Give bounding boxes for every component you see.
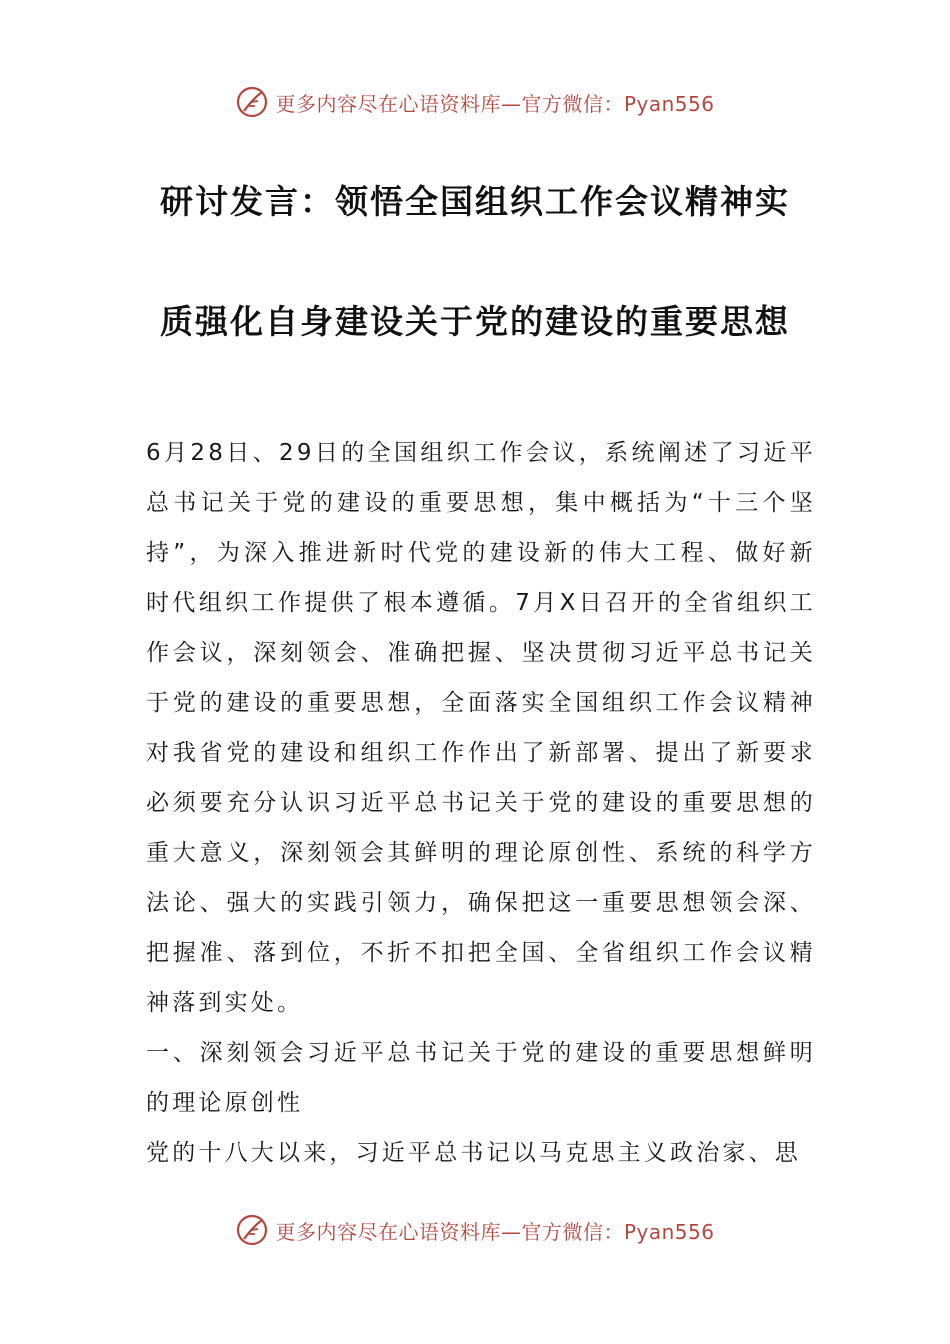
document-body <box>146 428 816 1178</box>
watermark-text: 更多内容尽在心语资料库—官方微信：Pyan556 <box>275 91 715 116</box>
header-watermark <box>0 82 950 122</box>
paragraph-intro: 6月28日、29日的全国组织工作会议，系统阐述了习近平总书记关于党的建设的重要思想，集中概括为“十三个坚持”，为深入推进新时代党的建设新的伟大工程、做好新时代组织工作提供了根本遵循。7月X日召开的全省组织工作会议，深刻领会、准确把握、坚决贯彻习近平总书记关于党的建设的重要思想，全面落实全国组织工作会议精神对我省党的建设和组织工作作出了新部署、提出了新要求必须要充分认识习近平总书记关于党的建设的重要思想的重大意义，深刻领会其鲜明的理论原创性、系统的科学方法论、强大的实践引领力，确保把这一重要思想领会深、把握准、落到位，不折不扣把全国、全省组织工作会议精神落到实处。 <box>146 440 816 1016</box>
section-heading-1: 一、深刻领会习近平总书记关于党的建设的重要思想鲜明的理论原创性 <box>146 1040 816 1116</box>
document-title-line-2: 质强化自身建设关于党的建设的重要思想 <box>160 302 790 341</box>
paragraph-section-1: 党的十八大以来，习近平总书记以马克思主义政治家、思 <box>146 1140 801 1166</box>
feather-logo-icon <box>235 1213 269 1247</box>
watermark-text: 更多内容尽在心语资料库—官方微信：Pyan556 <box>275 1219 715 1244</box>
document-title-line-1: 研讨发言：领悟全国组织工作会议精神实 <box>160 182 790 221</box>
footer-watermark <box>0 1210 950 1250</box>
feather-logo-icon <box>235 85 269 119</box>
